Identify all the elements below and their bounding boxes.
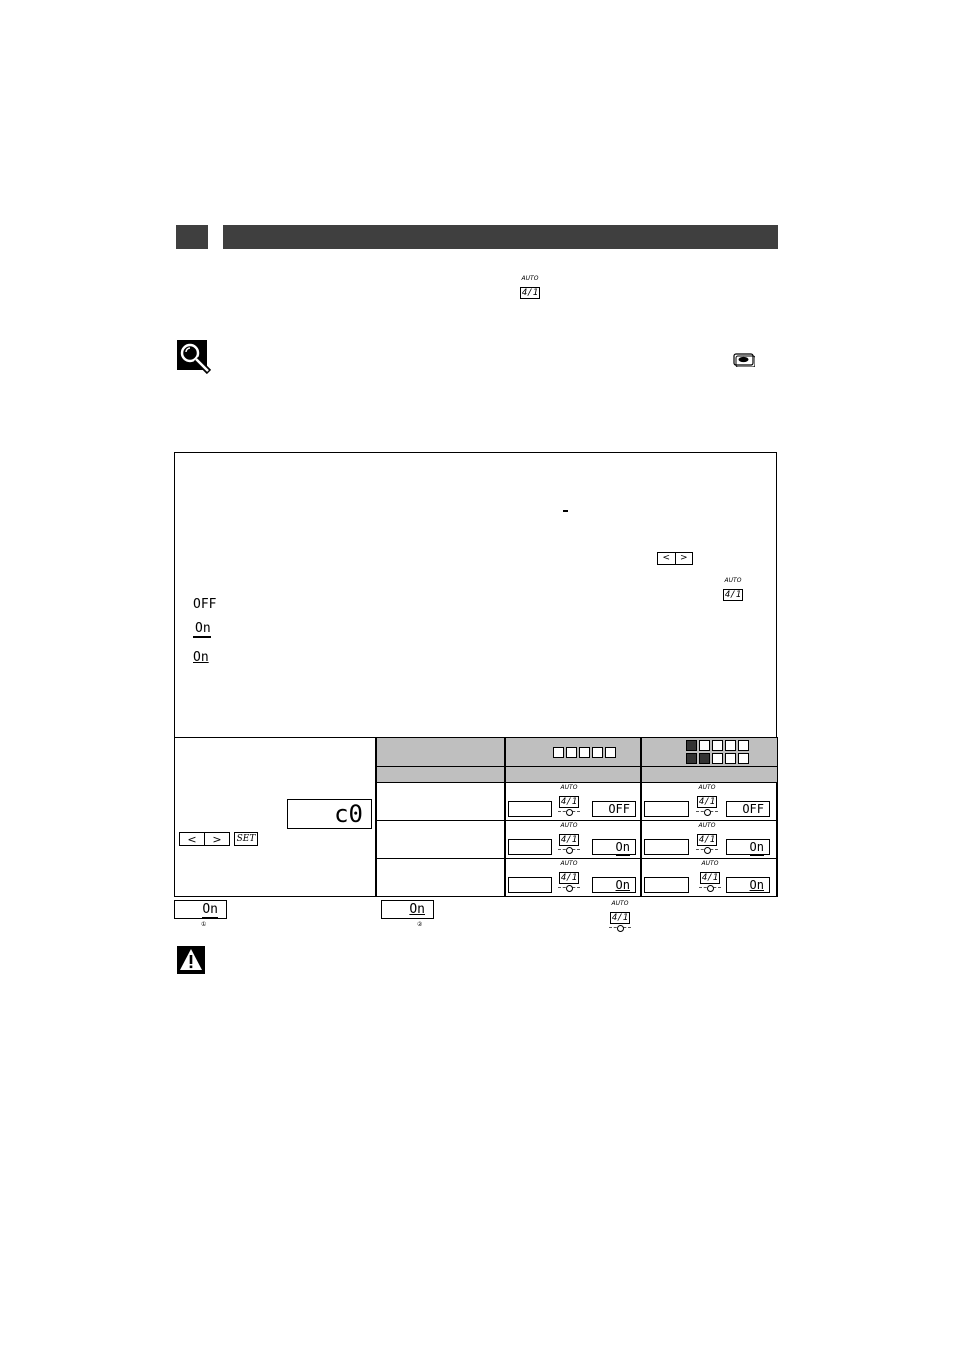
table-subheader-cell	[642, 767, 777, 782]
level-square	[592, 747, 603, 758]
table-row-line	[377, 820, 777, 821]
auto-4-1-icon: AUTO 4/1	[699, 861, 721, 888]
level-square	[725, 740, 736, 751]
auto-4-1-icon: AUTO 4/1	[724, 577, 742, 600]
level-square	[686, 740, 697, 751]
blank-display	[508, 839, 552, 855]
footer-display-a: On	[174, 900, 227, 919]
state-display: OFF	[592, 801, 636, 817]
instruction-frame	[174, 452, 777, 897]
level-square	[725, 753, 736, 764]
dash-mark	[563, 510, 568, 512]
left-arrow-icon[interactable]: <	[662, 553, 671, 563]
table-header-cell	[377, 738, 504, 766]
state-display: On	[726, 839, 770, 855]
blank-display	[644, 839, 689, 855]
state-off-label: OFF	[193, 597, 217, 612]
auto-4-1-icon: AUTO 4/1	[521, 275, 539, 298]
right-arrow-button[interactable]: >	[205, 832, 230, 846]
level-square	[738, 740, 749, 751]
level-square	[686, 753, 697, 764]
table-bottom-border	[174, 896, 778, 897]
state-display: On	[592, 839, 636, 855]
footer-mark-b: ②	[417, 921, 423, 928]
table-subheader-cell	[506, 767, 640, 782]
level-square	[579, 747, 590, 758]
state-display: OFF	[726, 801, 770, 817]
level-square	[712, 740, 723, 751]
state-display: On	[592, 877, 636, 893]
state-display: On	[726, 877, 770, 893]
magnifier-icon	[177, 340, 211, 374]
footer-display-b: On	[381, 900, 434, 919]
set-button[interactable]: SET	[234, 832, 258, 846]
level-square	[605, 747, 616, 758]
state-on-a-label: On	[195, 621, 211, 636]
auto-4-1-icon: AUTO 4/1	[609, 901, 631, 928]
level-square	[699, 753, 710, 764]
state-on-b-label: On	[193, 650, 209, 665]
warning-icon	[177, 946, 205, 974]
auto-4-1-icon: AUTO 4/1	[696, 823, 718, 850]
table-row-line	[377, 858, 777, 859]
table-row-line	[377, 782, 777, 783]
table-subheader-cell	[377, 767, 504, 782]
auto-4-1-icon: AUTO 4/1	[558, 823, 580, 850]
left-arrow-button[interactable]: <	[179, 832, 205, 846]
auto-4-1-icon: AUTO 4/1	[696, 785, 718, 812]
blank-display	[644, 877, 689, 893]
level-square	[699, 740, 710, 751]
section-number-bar	[176, 225, 208, 249]
table-divider	[777, 737, 778, 897]
section-title-bar	[223, 225, 778, 249]
right-arrow-icon[interactable]: >	[675, 553, 693, 564]
footer-mark-a: ①	[201, 921, 207, 928]
card-icon	[733, 353, 755, 367]
arrow-buttons[interactable]	[657, 552, 693, 565]
code-display: c0	[287, 799, 372, 829]
auto-4-1-icon: AUTO 4/1	[558, 861, 580, 888]
auto-4-1-icon: AUTO 4/1	[558, 785, 580, 812]
level-square	[738, 753, 749, 764]
blank-display	[508, 801, 552, 817]
blank-display	[644, 801, 689, 817]
control-buttons	[179, 832, 258, 846]
level-square	[566, 747, 577, 758]
level-square	[712, 753, 723, 764]
level-square	[553, 747, 564, 758]
blank-display	[508, 877, 552, 893]
